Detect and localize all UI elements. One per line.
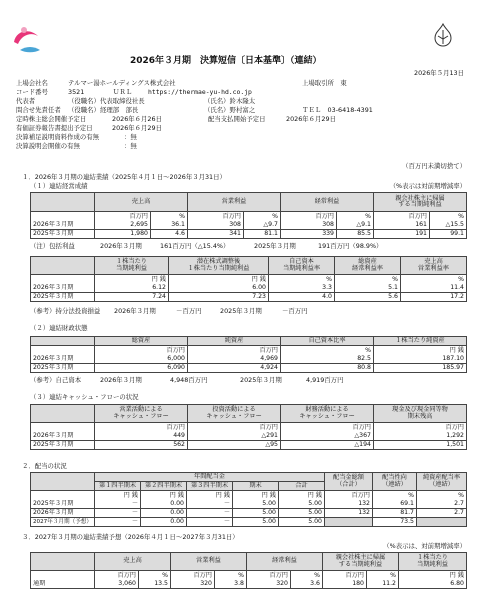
cell: [31, 212, 95, 221]
cell: 85.5: [337, 230, 374, 239]
cell: －: [187, 500, 233, 509]
cell: 1,292: [374, 432, 467, 441]
col-header: 投資活動による キャッシュ・フロー: [188, 405, 281, 423]
row-label: 2026年３月期: [31, 355, 95, 364]
unit-cell: 円 銭: [374, 346, 467, 355]
brief-label: 決算説明会開催の有無: [16, 142, 80, 150]
cell: 5.1: [335, 284, 401, 293]
unit-cell: %: [401, 275, 467, 284]
cell: 562: [95, 441, 188, 450]
col-header: 営業利益: [171, 553, 247, 571]
unit-cell: 百万円: [188, 212, 244, 221]
col-header: 総資産 経常利益率: [335, 257, 401, 275]
results-table: [30, 192, 467, 239]
cell: 308: [188, 221, 244, 230]
unit-cell: 百万円: [95, 212, 151, 221]
row-label: 2026年３月期: [31, 284, 95, 293]
cell: 81.1: [244, 230, 281, 239]
ref-2026-value: 4,948百万円: [170, 376, 208, 384]
unit-cell: 円 銭: [95, 491, 141, 500]
cell: 449: [95, 432, 188, 441]
col-header: 総資産: [95, 337, 188, 346]
cell: 2.7: [417, 500, 467, 509]
cell: 0.00: [141, 500, 187, 509]
cell: 339: [281, 230, 337, 239]
table-row: [31, 221, 467, 230]
cell: 320: [171, 580, 215, 589]
cell: [31, 553, 95, 571]
col-header: 第３四半期末: [187, 482, 233, 491]
cell: 4,924: [188, 364, 281, 373]
code-value: 3521: [68, 88, 85, 96]
ref-2025-label: 2025年３月期: [240, 376, 282, 384]
div-pay-label: 配当支払開始予定日: [208, 115, 266, 123]
col-header: 親会社株主に帰属 する当期純利益: [323, 553, 399, 571]
section2-title: （２）連結財政状態: [30, 324, 88, 332]
per-share-table: [30, 256, 467, 302]
col-header: 売上高 営業利益率: [401, 257, 467, 275]
unit-note: （百万円未満切捨て）: [402, 162, 466, 170]
section5-pct-note: （%表示は、対前期増減率）: [383, 542, 466, 550]
cell: 5.00: [233, 509, 279, 518]
company-name: テルマー湯ホールディングス株式会社: [68, 79, 176, 87]
page-title: 2026年３月期 決算短信〔日本基準〕（連結）: [130, 56, 322, 66]
cell: 13.5: [139, 580, 171, 589]
rep-name: （氏名）鈴木隆太: [204, 97, 256, 105]
unit-cell: %: [430, 212, 467, 221]
col-header: 財務活動による キャッシュ・フロー: [281, 405, 374, 423]
cell: 6.80: [399, 580, 467, 589]
cell: 80.8: [281, 364, 374, 373]
cell: 5.00: [233, 518, 279, 527]
cell: 1,980: [95, 230, 151, 239]
unit-cell: %: [417, 491, 467, 500]
row-label: 2025年３月期: [31, 500, 95, 509]
unit-cell: 百万円: [323, 571, 367, 580]
unit-cell: 百万円: [374, 423, 467, 432]
cell: △194: [281, 441, 374, 450]
url-label: ＵＲＬ: [113, 88, 133, 96]
code-label: コード番号: [16, 88, 48, 96]
rep-label: 代表者: [16, 97, 36, 105]
comp-2025-value: 191百万円（98.9%）: [318, 242, 383, 250]
contact-title: （役職名）経理部 部長: [68, 106, 139, 114]
unit-cell: %: [373, 491, 417, 500]
unit-cell: 円 銭: [95, 275, 169, 284]
col-header: 自己資本比率: [281, 337, 374, 346]
ref-2025-value: 4,919百万円: [306, 376, 344, 384]
url-link[interactable]: https://thermae-yu-hd.co.jp: [148, 88, 252, 96]
cell: [417, 518, 467, 527]
eq-2026-label: 2026年３月期: [114, 307, 156, 315]
cell: [31, 275, 95, 284]
cell: －: [95, 509, 141, 518]
col-header: 純資産: [188, 337, 281, 346]
unit-cell: 百万円: [325, 491, 373, 500]
supp-label: 決算補足説明資料作成の有無: [16, 133, 100, 141]
cell: 308: [281, 221, 337, 230]
unit-cell: %: [244, 212, 281, 221]
cell: [31, 491, 95, 500]
unit-cell: %: [335, 275, 401, 284]
col-header: 営業活動による キャッシュ・フロー: [95, 405, 188, 423]
exchange: 上場取引所 東: [302, 79, 347, 87]
unit-cell: %: [281, 346, 374, 355]
cell: 99.1: [430, 230, 467, 239]
ref-2026-label: 2026年３月期: [100, 376, 142, 384]
cell: 36.1: [151, 221, 188, 230]
cell: 17.2: [401, 293, 467, 302]
unit-cell: 百万円: [188, 346, 281, 355]
unit-cell: 百万円: [374, 212, 430, 221]
table-row: [31, 509, 467, 518]
cell: 187.10: [374, 355, 467, 364]
section1-sub: （１）連結経営成績: [30, 182, 88, 190]
agm-date: 2026年６月26日: [112, 115, 162, 123]
contact-tel: ＴＥＬ 03-6418-4391: [302, 106, 373, 114]
cash-flow-table: [30, 404, 467, 450]
col-header: 純資産配当率 （連結）: [417, 473, 467, 491]
col-header: 現金及び現金同等物 期末残高: [374, 405, 467, 423]
cell: 320: [247, 580, 291, 589]
cell: 3,060: [95, 580, 139, 589]
row-label: 通期: [31, 580, 95, 589]
unit-cell: %: [291, 571, 323, 580]
col-header: 潜在株式調整後 １株当たり当期純利益: [169, 257, 269, 275]
table-row: [31, 364, 467, 373]
cell: 180: [323, 580, 367, 589]
row-label: 2026年３月期: [31, 432, 95, 441]
cell: －: [187, 509, 233, 518]
col-header: 親会社株主に帰属 する当期純利益: [374, 193, 467, 212]
unit-cell: 円 銭: [399, 571, 467, 580]
col-header: 合計: [279, 482, 325, 491]
cell: △9.7: [244, 221, 281, 230]
agm-label: 定時株主総会開催予定日: [16, 115, 87, 123]
unit-cell: 百万円: [188, 423, 281, 432]
col-header: 自己資本 当期純利益率: [269, 257, 335, 275]
col-header: １株当たり 当期純利益: [399, 553, 467, 571]
cell: 132: [325, 500, 373, 509]
cell: －: [95, 500, 141, 509]
cell: [31, 473, 95, 491]
comp-2026-value: 161百万円（△15.4%）: [160, 242, 230, 250]
cell: △367: [281, 432, 374, 441]
cell: [31, 337, 95, 346]
unit-cell: %: [215, 571, 247, 580]
cell: △15.5: [430, 221, 467, 230]
cell: 5.00: [233, 500, 279, 509]
row-label: 2025年３月期: [31, 293, 95, 302]
certification-seal-icon: [432, 22, 454, 48]
table-row: [31, 293, 467, 302]
financial-position-table: [30, 336, 467, 373]
supp-value: ：無: [124, 133, 137, 141]
company-label: 上場会社名: [16, 79, 48, 87]
group-header: 年間配当金: [95, 473, 325, 482]
cell: [325, 518, 373, 527]
unit-cell: 百万円: [95, 423, 188, 432]
cell: 73.5: [373, 518, 417, 527]
cell: 6,090: [95, 364, 188, 373]
rep-title: （役職名）代表取締役社長: [68, 97, 145, 105]
unit-cell: 円 銭: [141, 491, 187, 500]
cell: 11.4: [401, 284, 467, 293]
unit-cell: 百万円: [281, 212, 337, 221]
report-date: 2026年５月13日: [414, 69, 464, 77]
contact-name: （氏名）野村富之: [204, 106, 256, 114]
cell: 11.2: [367, 580, 399, 589]
col-header: １株当たり純資産: [374, 337, 467, 346]
table-corner: [31, 193, 95, 212]
contact-label: 問合せ先責任者: [16, 106, 61, 114]
table-row: [31, 518, 467, 527]
div-pay-date: 2026年６月29日: [286, 115, 336, 123]
report-date-value: 2026年６月29日: [112, 124, 162, 132]
col-header: 売上高: [95, 553, 171, 571]
cell: 2,695: [95, 221, 151, 230]
comp-label: （注）包括利益: [30, 242, 75, 250]
unit-cell: 百万円: [95, 571, 139, 580]
equity-label: （参考）持分法投資損益: [30, 307, 101, 315]
section4-title: ２．配当の状況: [22, 462, 67, 470]
cell: 2.7: [417, 509, 467, 518]
unit-cell: %: [269, 275, 335, 284]
col-header: 売上高: [95, 193, 188, 212]
row-label: 2025年３月期: [31, 441, 95, 450]
comp-2025-label: 2025年３月期: [254, 242, 296, 250]
brief-value: ：無: [124, 142, 137, 150]
cell: 185.97: [374, 364, 467, 373]
unit-cell: %: [367, 571, 399, 580]
unit-cell: %: [337, 212, 374, 221]
section3-title: （３）連結キャッシュ・フローの状況: [30, 393, 139, 401]
unit-cell: 円 銭: [169, 275, 269, 284]
report-label: 有価証券報告書提出予定日: [16, 124, 93, 132]
col-header: 期末: [233, 482, 279, 491]
cell: 0.00: [141, 509, 187, 518]
table-row: [31, 580, 467, 589]
cell: 161: [374, 221, 430, 230]
row-label: 2025年３月期: [31, 364, 95, 373]
table-row: [31, 500, 467, 509]
unit-cell: 百万円: [281, 423, 374, 432]
cell: －: [95, 518, 141, 527]
cell: △95: [188, 441, 281, 450]
cell: [31, 423, 95, 432]
cell: 341: [188, 230, 244, 239]
cell: 5.00: [279, 518, 325, 527]
row-label: 2027年３月期（予想）: [31, 518, 95, 527]
section1-title: １．2026年３月期の連結業績（2025年４月１日～2026年３月31日）: [22, 173, 226, 181]
unit-cell: 円 銭: [187, 491, 233, 500]
col-header: 経常利益: [281, 193, 374, 212]
unit-cell: 百万円: [247, 571, 291, 580]
cell: 6.00: [169, 284, 269, 293]
cell: 4,969: [188, 355, 281, 364]
cell: 3.3: [269, 284, 335, 293]
cell: 3.8: [215, 580, 247, 589]
cell: 81.7: [373, 509, 417, 518]
cell: [31, 571, 95, 580]
cell: 82.5: [281, 355, 374, 364]
cell: 6,000: [95, 355, 188, 364]
cell: 3.6: [291, 580, 323, 589]
cell: 7.23: [169, 293, 269, 302]
table-row: [31, 230, 467, 239]
col-header: 配当性向 （連結）: [373, 473, 417, 491]
cell: 0.00: [141, 518, 187, 527]
cell: 4.0: [269, 293, 335, 302]
table-row: [31, 284, 467, 293]
table-row: [31, 432, 467, 441]
cell: 6.12: [95, 284, 169, 293]
unit-cell: %: [151, 212, 188, 221]
cell: [31, 346, 95, 355]
eq-2025-label: 2025年３月期: [220, 307, 262, 315]
eq-2025-value: －百万円: [282, 307, 308, 315]
eq-2026-value: －百万円: [176, 307, 202, 315]
col-header: 第２四半期末: [141, 482, 187, 491]
cell: 4.6: [151, 230, 188, 239]
row-label: 2026年３月期: [31, 509, 95, 518]
cell: －: [187, 518, 233, 527]
company-logo-icon: [8, 22, 44, 56]
col-header: １株当たり 当期純利益: [95, 257, 169, 275]
ref-label: （参考）自己資本: [30, 376, 82, 384]
dividend-table: [30, 472, 467, 527]
forecast-table: [30, 552, 467, 589]
table-row: [31, 355, 467, 364]
cell: 132: [325, 509, 373, 518]
cell: [31, 405, 95, 423]
cell: 69.1: [373, 500, 417, 509]
cell: 5.6: [335, 293, 401, 302]
unit-cell: %: [139, 571, 171, 580]
cell: 5.00: [279, 500, 325, 509]
col-header: 配当金総額 （合計）: [325, 473, 373, 491]
cell: 191: [374, 230, 430, 239]
table-row: [31, 441, 467, 450]
row-label: 2025年３月期: [31, 230, 95, 239]
cell: △291: [188, 432, 281, 441]
unit-cell: 百万円: [171, 571, 215, 580]
row-label: 2026年３月期: [31, 221, 95, 230]
cell: 1,501: [374, 441, 467, 450]
unit-cell: 円 銭: [279, 491, 325, 500]
cell: [31, 257, 95, 275]
section1-pct-note: （%表示は対前期増減率）: [389, 182, 466, 190]
unit-cell: 百万円: [95, 346, 188, 355]
unit-cell: 円 銭: [233, 491, 279, 500]
cell: △9.1: [337, 221, 374, 230]
cell: 7.24: [95, 293, 169, 302]
col-header: 第１四半期末: [95, 482, 141, 491]
comp-2026-label: 2026年３月期: [100, 242, 142, 250]
section5-title: ３．2027年３月期の連結業績予想（2026年４月１日～2027年３月31日）: [22, 533, 239, 541]
col-header: 営業利益: [188, 193, 281, 212]
cell: 5.00: [279, 509, 325, 518]
col-header: 経常利益: [247, 553, 323, 571]
